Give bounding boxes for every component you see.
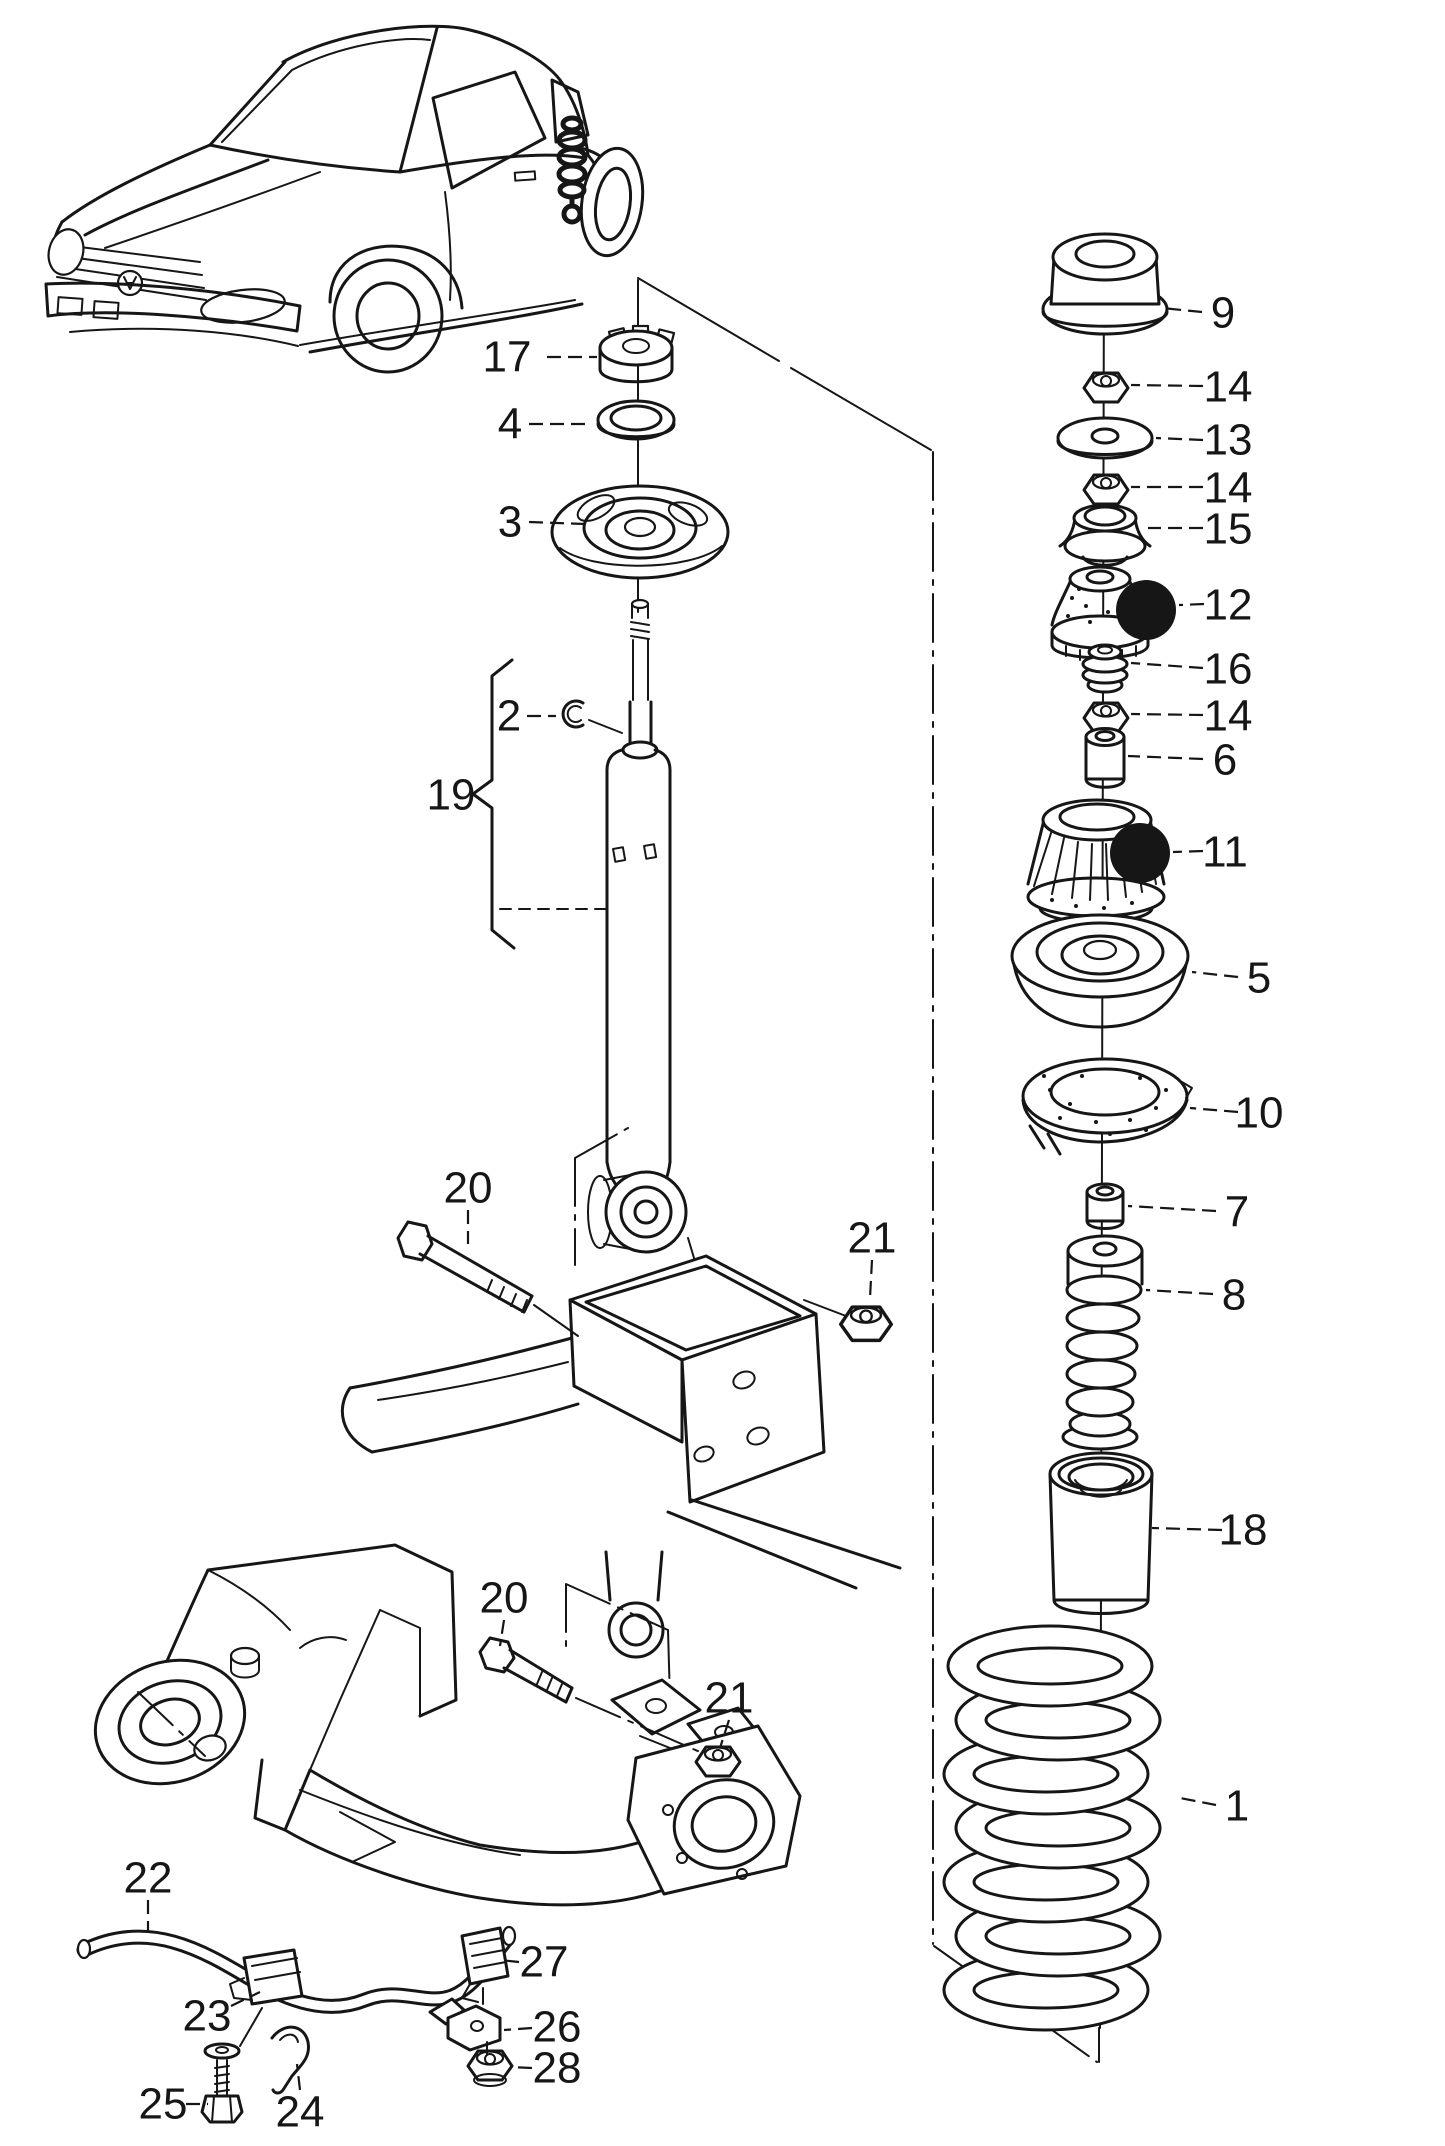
callout-27: 27: [519, 1937, 569, 1987]
leader-line-18: [1152, 1528, 1222, 1530]
callout-4: 4: [497, 399, 523, 449]
nut-28: [468, 2051, 512, 2086]
exploded-parts-column: [944, 234, 1192, 2030]
part-5-spring-plate: [1012, 915, 1188, 1027]
nut-21-lower: [696, 1747, 740, 1776]
part-18-sleeve: [1050, 1453, 1152, 1614]
part-7-bushing: [1087, 1184, 1123, 1229]
callout-16: 16: [1203, 644, 1253, 694]
leader-line-1: [1180, 1798, 1216, 1805]
leader-line-28: [510, 2067, 532, 2068]
callout-3: 3: [497, 497, 523, 547]
leader-line-16: [1131, 663, 1203, 668]
rear-axle-assembly: [79, 1545, 800, 1905]
callout-25: 25: [138, 2079, 188, 2129]
callout-15: 15: [1203, 504, 1253, 554]
callout-5: 5: [1246, 953, 1272, 1003]
callout-18: 18: [1218, 1505, 1268, 1555]
callout-12: 12: [1203, 580, 1253, 630]
callout-19: 19: [426, 770, 476, 820]
leader-line-7: [1128, 1206, 1216, 1211]
leader-line-11: [1173, 851, 1203, 852]
car-illustration: [44, 26, 649, 372]
callout-14c: 14: [1203, 691, 1253, 741]
part-13-washer: [1058, 418, 1152, 458]
callout-21b: 21: [704, 1673, 754, 1723]
part-15-cup: [1060, 505, 1150, 565]
leader-line-21a: [870, 1260, 872, 1298]
part-6-sleeve: [1086, 729, 1124, 788]
callout-21a: 21: [847, 1213, 897, 1263]
leader-line-14c: [1131, 714, 1203, 715]
callout-2: 2: [496, 691, 522, 741]
subframe-bracket: [342, 1222, 900, 1588]
part-16-bushing: [1083, 645, 1127, 692]
callout-17: 17: [482, 332, 532, 382]
leader-line-6: [1128, 756, 1203, 759]
callout-13: 13: [1203, 415, 1253, 465]
leader-line-5: [1192, 972, 1238, 977]
leader-line-12: [1179, 604, 1204, 605]
leader-line-10: [1190, 1108, 1238, 1112]
leader-line-8: [1146, 1290, 1213, 1294]
callout-10: 10: [1234, 1088, 1284, 1138]
callout-8: 8: [1221, 1270, 1247, 1320]
bolt-20-middle: [398, 1222, 578, 1336]
callout-1: 1: [1224, 1781, 1250, 1831]
callout-28: 28: [532, 2043, 582, 2093]
part-9-cap: [1043, 234, 1167, 334]
part-1-coil-spring: [944, 1626, 1160, 2030]
callout-14a: 14: [1203, 362, 1253, 412]
callout-14b: 14: [1203, 463, 1253, 513]
part-14-nut-middle: [1084, 475, 1128, 504]
callout-26: 26: [532, 2002, 582, 2052]
callout-9: 9: [1210, 288, 1236, 338]
highlight-dot-11: [1110, 823, 1170, 883]
leader-line-26: [504, 2028, 532, 2030]
callout-20a: 20: [443, 1163, 493, 1213]
callout-11: 11: [1202, 827, 1248, 877]
leader-line-14a: [1131, 385, 1203, 386]
callout-23: 23: [182, 1991, 232, 2041]
part-10-spring-seat: [1023, 1059, 1192, 1154]
callout-7: 7: [1224, 1187, 1250, 1237]
callout-6: 6: [1212, 735, 1238, 785]
leader-line-13: [1156, 438, 1203, 440]
callout-20b: 20: [479, 1573, 529, 1623]
callout-22: 22: [123, 1853, 173, 1903]
highlight-dot-12: [1116, 580, 1176, 640]
part-14-nut-upper: [1084, 373, 1128, 402]
callout-24: 24: [275, 2087, 325, 2137]
